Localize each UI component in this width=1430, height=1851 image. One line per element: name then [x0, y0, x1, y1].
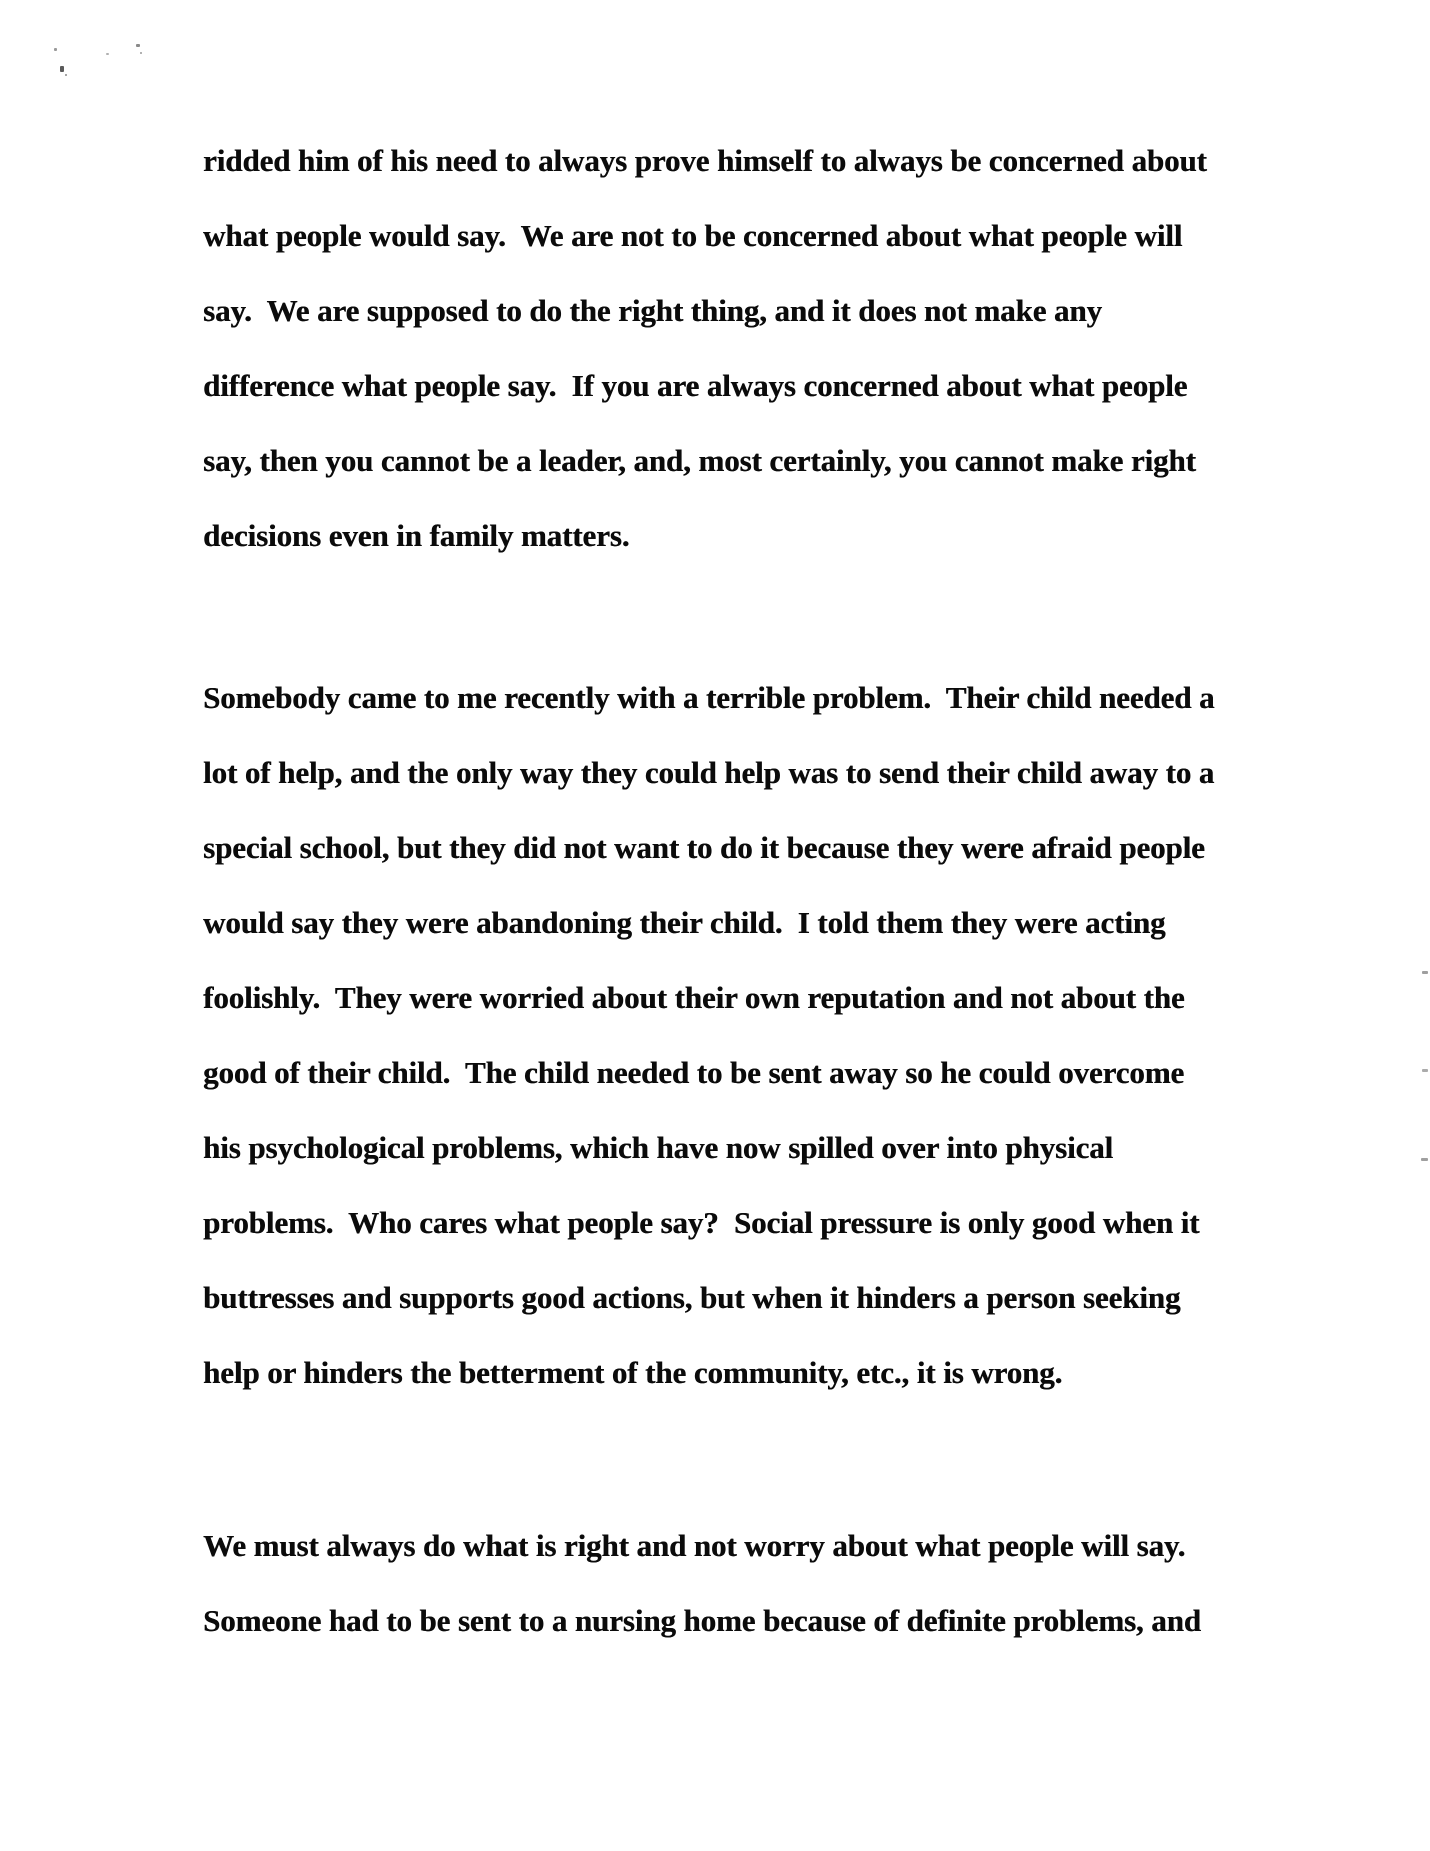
scan-speck [60, 66, 64, 72]
text-line: buttresses and supports good actions, but when it hinders a person seeking [203, 1280, 1181, 1315]
text-line: say. We are supposed to do the right thing, and it does not make any [203, 293, 1102, 328]
text-line: say, then you cannot be a leader, and, most certainly, you cannot make right [203, 443, 1196, 478]
paragraph-2 [203, 660, 1223, 1410]
scan-speck [54, 48, 57, 51]
text-line: special school, but they did not want to do it because they were afraid people [203, 830, 1205, 865]
scan-speck [106, 53, 109, 55]
text-line: We must always do what is right and not worry about what people will say. [203, 1528, 1186, 1563]
text-line: Somebody came to me recently with a terrible problem. Their child needed a [203, 680, 1215, 715]
scan-speck [136, 44, 140, 47]
paragraph-3 [203, 1508, 1223, 1658]
scan-speck [140, 52, 142, 54]
text-line: difference what people say. If you are always concerned about what people [203, 368, 1188, 403]
scan-edge-mark [1422, 971, 1428, 974]
text-line: help or hinders the betterment of the community, etc., it is wrong. [203, 1355, 1063, 1390]
scan-edge-mark [1422, 1069, 1428, 1072]
text-line: foolishly. They were worried about their own reputation and not about the [203, 980, 1185, 1015]
text-line: lot of help, and the only way they could help was to send their child away to a [203, 755, 1215, 790]
text-line: problems. Who cares what people say? Social pressure is only good when it [203, 1205, 1200, 1240]
text-line: Someone had to be sent to a nursing home because of definite problems, and [203, 1603, 1201, 1638]
text-line: his psychological problems, which have now spilled over into physical [203, 1130, 1114, 1165]
text-line: decisions even in family matters. [203, 518, 630, 553]
paragraph-1 [203, 123, 1223, 573]
text-line: good of their child. The child needed to be sent away so he could overcome [203, 1055, 1185, 1090]
text-line: would say they were abandoning their child. I told them they were acting [203, 905, 1166, 940]
scan-speck [65, 74, 67, 76]
text-line: what people would say. We are not to be concerned about what people will [203, 218, 1183, 253]
scan-edge-mark [1421, 1158, 1428, 1161]
text-line: ridded him of his need to always prove himself to always be concerned about [203, 143, 1207, 178]
